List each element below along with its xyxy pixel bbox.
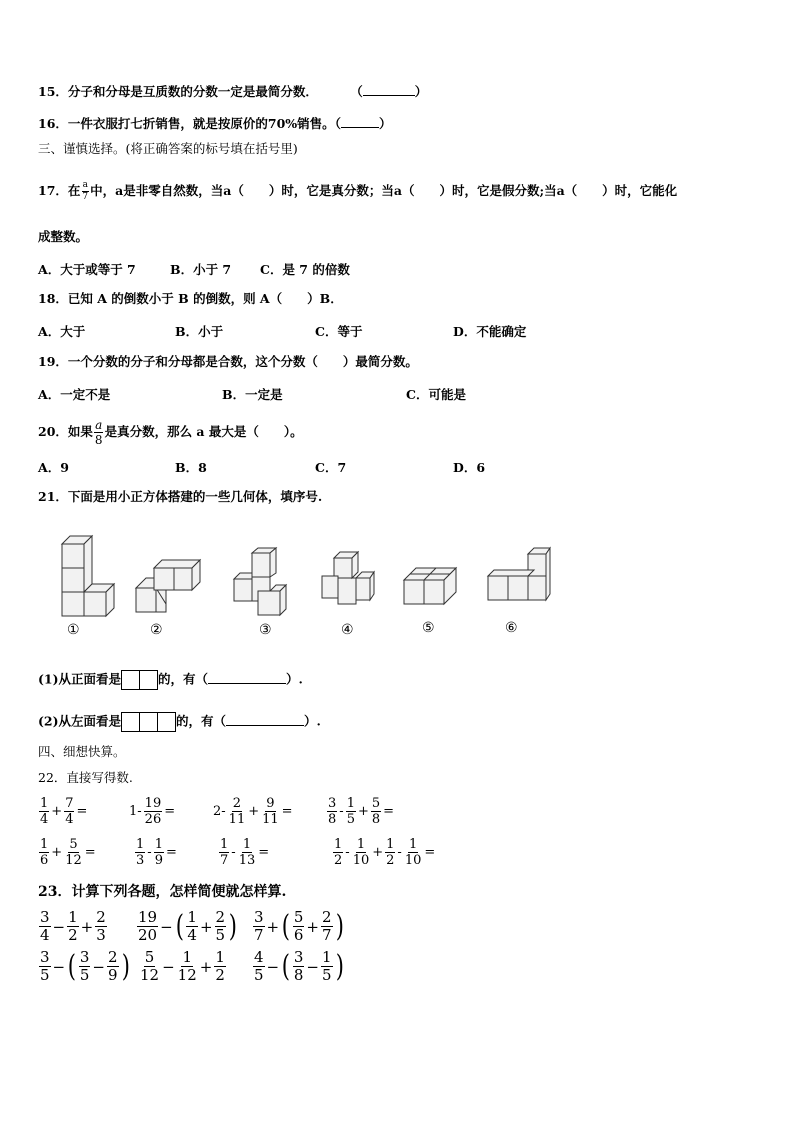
- fraction-numerator: 5: [371, 796, 381, 811]
- q21-line: [38, 489, 322, 505]
- fraction-denominator: 7: [321, 926, 332, 944]
- q19-number: 19．: [38, 354, 68, 369]
- operator: =: [281, 804, 293, 819]
- q19-text: 一个分数的分子和分母都是合数，这个分数（ ）最简分数。: [67, 354, 418, 369]
- cube-figure-3: [228, 545, 298, 620]
- fraction: [139, 950, 160, 983]
- fraction-numerator: 1: [40, 837, 49, 852]
- q20-option-c[interactable]: C．7: [315, 460, 347, 475]
- fraction: [333, 838, 343, 867]
- fraction-denominator: 13: [238, 853, 256, 868]
- operator: +: [372, 845, 384, 860]
- fraction-denominator: 4: [187, 926, 197, 944]
- q20-option-d[interactable]: D．6: [453, 460, 486, 475]
- fraction: [346, 797, 356, 826]
- figure-label-3: ③: [259, 622, 272, 638]
- fraction-denominator: 9: [154, 853, 163, 868]
- fraction-numerator: 7: [65, 796, 74, 811]
- q22-expr-1-2: [128, 797, 176, 826]
- fraction-numerator: 1: [346, 796, 355, 811]
- fraction-denominator: 5: [346, 812, 355, 827]
- fraction-denominator: 6: [293, 926, 304, 944]
- fraction: [293, 910, 305, 943]
- q21-sub1: [38, 670, 303, 690]
- operator: =: [76, 804, 88, 819]
- fraction-numerator: 3: [293, 948, 304, 966]
- q15-answer-blank[interactable]: [363, 83, 415, 96]
- fraction-denominator: 7: [220, 853, 229, 868]
- fraction-numerator: 1: [321, 948, 332, 966]
- fraction-numerator: 19: [138, 908, 158, 926]
- q23-expr-1-1: [38, 910, 108, 943]
- fraction: [67, 910, 79, 943]
- q22-expr-1-3: [212, 797, 294, 826]
- parenthesis: ): [335, 948, 344, 984]
- q15-paren-close: ）: [414, 84, 428, 99]
- parenthesis: (: [281, 948, 291, 984]
- q23-expr-2-1: [38, 950, 131, 983]
- cube-figure-4: [318, 548, 378, 613]
- fraction-numerator: 1: [154, 837, 163, 852]
- q23-line: [38, 884, 286, 900]
- operator: −: [52, 917, 66, 936]
- q17-pre: 在: [67, 183, 81, 198]
- fraction-numerator: 4: [254, 948, 264, 966]
- fraction-numerator: 19: [144, 796, 162, 811]
- fraction-denominator: 5: [79, 966, 90, 984]
- fraction: [64, 838, 83, 867]
- q23-expr-1-3: [252, 910, 345, 943]
- parenthesis: ): [228, 908, 238, 944]
- operator: =: [383, 804, 395, 819]
- q19-line: [38, 354, 418, 370]
- q17-text: 中，a是非零自然数，当a（ ）时，它是真分数；当a（ ）时，它是假分数;当a（ ）时，它能化: [90, 183, 678, 198]
- fraction-denominator: 10: [352, 853, 370, 868]
- fraction-numerator: 3: [79, 948, 90, 966]
- fraction-denominator: 2: [334, 853, 343, 868]
- fraction-numerator: 1: [215, 948, 225, 966]
- q18-option-d[interactable]: D．不能确定: [453, 324, 527, 339]
- fraction-denominator: 8: [371, 812, 381, 827]
- operator: +: [199, 917, 213, 936]
- fraction-denominator: 26: [144, 812, 162, 827]
- operator: +: [306, 917, 319, 936]
- fraction: [39, 797, 49, 826]
- q21-sub1-post: 的，有（: [158, 671, 209, 687]
- fraction: [327, 797, 337, 826]
- fraction-denominator: 4: [40, 812, 49, 827]
- operator: -: [339, 804, 344, 819]
- fraction-denominator: 2: [215, 966, 225, 984]
- parenthesis: ): [335, 908, 344, 944]
- q23-text: 计算下列各题，怎样简便就怎样算.: [71, 884, 287, 900]
- q21-sub1-end: ）.: [286, 671, 303, 687]
- q18-line: [38, 291, 343, 307]
- operator: =: [84, 845, 96, 860]
- fraction: [186, 910, 198, 943]
- q17-line: [38, 181, 677, 202]
- fraction-denominator: 12: [177, 966, 197, 984]
- fraction: [107, 950, 119, 983]
- figure-label-2: ②: [150, 622, 163, 638]
- operator: −: [160, 917, 173, 936]
- q16-line: [38, 115, 391, 132]
- fraction-denominator: 7: [254, 926, 264, 944]
- q22-expr-1-1: [38, 797, 88, 826]
- fraction: [154, 838, 164, 867]
- fraction-numerator: 2: [215, 908, 226, 926]
- operator: -: [345, 845, 350, 860]
- q15-text: 分子和分母是互质数的分数一定是最简分数．: [67, 84, 318, 99]
- operator: +: [199, 957, 213, 976]
- q22-expr-1-4: [326, 797, 395, 826]
- fraction-numerator: 1: [136, 837, 145, 852]
- operator: =: [164, 804, 176, 819]
- q21-sub2-end: ）.: [304, 713, 321, 729]
- fraction-denominator: 12: [65, 853, 82, 868]
- fraction: [39, 838, 49, 867]
- fraction-numerator: 1: [242, 837, 252, 852]
- fraction-denominator: 11: [228, 812, 246, 827]
- q21-text: 下面是用小正方体搭建的一些几何体，填序号.: [67, 489, 323, 504]
- fraction-numerator: 9: [266, 796, 275, 811]
- q15-line: [38, 83, 427, 100]
- figure-label-4: ④: [341, 622, 354, 638]
- operator: +: [248, 804, 260, 819]
- fraction-numerator: 1: [334, 837, 343, 852]
- q20-line: [38, 419, 303, 446]
- fraction-denominator: 4: [65, 812, 74, 827]
- q23-expr-2-3: [252, 950, 345, 983]
- fraction: [371, 797, 381, 826]
- figure-label-5: ⑤: [422, 620, 435, 636]
- q18-option-a[interactable]: A．大于: [38, 324, 86, 339]
- q17-option-b[interactable]: B．小于 7: [170, 262, 232, 277]
- q20-frac-num: a: [95, 418, 103, 432]
- q23-expr-2-2: [138, 950, 227, 983]
- q21-sub2-post: 的，有（: [176, 713, 227, 729]
- cube-figure-2: [132, 552, 202, 622]
- q17-number: 17．: [38, 183, 68, 198]
- operator: +: [51, 845, 63, 860]
- fraction-numerator: 1: [408, 837, 418, 852]
- fraction-numerator: 1: [187, 908, 197, 926]
- fraction-numerator: 5: [293, 908, 304, 926]
- operator: −: [162, 957, 175, 976]
- parenthesis: (: [281, 908, 291, 944]
- fraction-denominator: 8: [293, 966, 304, 984]
- fraction: [79, 950, 91, 983]
- q20-frac-den: 8: [94, 433, 103, 447]
- operator: −: [266, 957, 280, 976]
- fraction: [215, 910, 227, 943]
- q20-pre: 如果: [67, 424, 93, 439]
- q23-expr-1-2: [136, 910, 239, 943]
- operator: -: [147, 845, 152, 860]
- fraction-denominator: 2: [68, 926, 78, 944]
- parenthesis: (: [67, 948, 77, 984]
- operator: =: [424, 845, 436, 860]
- q22-expr-2-1: [38, 838, 97, 867]
- fraction-numerator: 3: [40, 948, 50, 966]
- q22-expr-2-3: [218, 838, 270, 867]
- section-4-heading: 四、细想快算。: [38, 744, 126, 759]
- fraction-denominator: 5: [40, 966, 50, 984]
- fraction-numerator: 1: [220, 837, 229, 852]
- fraction-denominator: 5: [215, 926, 226, 944]
- q17-option-a[interactable]: A．大于或等于 7: [38, 262, 136, 277]
- fraction-numerator: 3: [254, 908, 264, 926]
- fraction: [219, 838, 229, 867]
- q15-paren-open: （: [350, 84, 363, 99]
- q18-number: 18．: [38, 291, 68, 306]
- fraction: [385, 838, 395, 867]
- fraction: [39, 950, 51, 983]
- operator: =: [165, 845, 177, 860]
- q19-option-c[interactable]: C．可能是: [406, 387, 466, 402]
- q23-number: 23．: [38, 884, 72, 900]
- fraction: [261, 797, 280, 826]
- q21-sub2: [38, 712, 321, 732]
- q18-option-b[interactable]: B．小于: [175, 324, 224, 339]
- q17-fraction: [81, 181, 89, 202]
- q16-paren-open: （: [334, 116, 341, 131]
- fraction-denominator: 9: [107, 966, 118, 984]
- q17-option-c[interactable]: C．是 7 的倍数: [260, 262, 350, 277]
- fraction: [64, 797, 74, 826]
- fraction: [137, 910, 158, 943]
- q20-fraction: [94, 419, 104, 446]
- q19-option-b[interactable]: B．一定是: [222, 387, 283, 402]
- section-3-heading: 三、谨慎选择。(将正确答案的标号填在括号里): [38, 141, 298, 156]
- operator: −: [306, 957, 319, 976]
- operator: -: [397, 845, 402, 860]
- fraction-denominator: 6: [40, 853, 49, 868]
- fraction-numerator: 1: [182, 948, 192, 966]
- q15-number: 15．: [38, 84, 68, 99]
- fraction-numerator: 3: [328, 796, 337, 811]
- fraction: [228, 797, 247, 826]
- q17-frac-num: a: [82, 180, 88, 190]
- q20-post: 是真分数，那么 a 最大是（ ）。: [104, 424, 303, 439]
- fraction: [39, 910, 51, 943]
- q20-number: 20．: [38, 424, 68, 439]
- cube-figure-6: [486, 540, 552, 605]
- q16-number: 16．: [38, 116, 68, 131]
- fraction-denominator: 2: [386, 853, 395, 868]
- fraction-numerator: 2: [96, 908, 106, 926]
- cube-figure-1: [56, 530, 126, 620]
- fraction-numerator: 3: [40, 908, 50, 926]
- fraction: [177, 950, 198, 983]
- q21-sub2-blank[interactable]: [226, 713, 304, 726]
- fraction-denominator: 4: [40, 926, 50, 944]
- fraction-numerator: 1: [40, 796, 49, 811]
- fraction-denominator: 5: [254, 966, 264, 984]
- q22-text: 直接写得数.: [66, 770, 133, 785]
- q21-sub1-pre: (1)从正面看是: [38, 671, 122, 687]
- operator: −: [52, 957, 66, 976]
- two-square-view-icon: [121, 670, 158, 690]
- q16-answer-blank[interactable]: [341, 115, 379, 128]
- q21-sub2-pre: (2)从左面看是: [38, 713, 122, 729]
- fraction-numerator: 1: [68, 908, 78, 926]
- fraction-numerator: 1: [356, 837, 366, 852]
- q18-text: 已知 A 的倒数小于 B 的倒数，则 A（ ）B．: [67, 291, 343, 306]
- operator: -: [231, 845, 236, 860]
- fraction: [135, 838, 145, 867]
- fraction: [95, 910, 107, 943]
- fraction: [352, 838, 371, 867]
- cube-figure-5: [402, 558, 462, 613]
- operator: +: [80, 917, 94, 936]
- fraction-denominator: 10: [404, 853, 422, 868]
- operator: 2-: [213, 804, 226, 819]
- q22-expr-2-2: [134, 838, 178, 867]
- fraction-numerator: 1: [386, 837, 395, 852]
- q16-text: 一件衣服打七折销售，就是按原价的70%销售。: [67, 116, 335, 131]
- fraction-denominator: 5: [321, 966, 332, 984]
- q20-option-b[interactable]: B．8: [175, 460, 207, 475]
- fraction: [253, 950, 265, 983]
- fraction: [253, 910, 265, 943]
- fraction-denominator: 3: [136, 853, 145, 868]
- q19-option-a[interactable]: A．一定不是: [38, 387, 111, 402]
- operator: +: [266, 917, 280, 936]
- q16-paren-close: ）: [378, 116, 392, 131]
- fraction-numerator: 2: [107, 948, 118, 966]
- fraction-numerator: 2: [321, 908, 332, 926]
- fraction-numerator: 5: [144, 948, 155, 966]
- operator: =: [258, 845, 270, 860]
- q18-option-c[interactable]: C．等于: [315, 324, 363, 339]
- fraction: [214, 950, 226, 983]
- fraction: [238, 838, 257, 867]
- fraction: [144, 797, 163, 826]
- fraction: [293, 950, 305, 983]
- fraction-numerator: 2: [232, 796, 242, 811]
- parenthesis: (: [175, 908, 184, 944]
- q17-frac-den: 7: [82, 192, 89, 202]
- fraction-denominator: 8: [328, 812, 337, 827]
- fraction-denominator: 11: [262, 812, 279, 827]
- figure-label-6: ⑥: [505, 620, 518, 636]
- fraction-denominator: 20: [138, 926, 158, 944]
- q20-option-a[interactable]: A．9: [38, 460, 69, 475]
- fraction-denominator: 3: [96, 926, 106, 944]
- fraction: [321, 950, 333, 983]
- q17-line2: 成整数。: [38, 229, 89, 244]
- q22-line: [38, 770, 133, 786]
- fraction: [321, 910, 333, 943]
- operator: +: [51, 804, 63, 819]
- operator: 1-: [129, 804, 142, 819]
- fraction: [404, 838, 423, 867]
- q22-expr-2-4: [332, 838, 436, 867]
- three-square-view-icon: [121, 712, 176, 732]
- q21-sub1-blank[interactable]: [208, 671, 286, 684]
- fraction-numerator: 5: [69, 837, 78, 852]
- fraction-denominator: 12: [140, 966, 160, 984]
- q22-number: 22．: [38, 770, 67, 785]
- q21-number: 21．: [38, 489, 68, 504]
- operator: +: [357, 804, 369, 819]
- operator: −: [92, 957, 105, 976]
- parenthesis: ): [121, 948, 130, 984]
- figure-label-1: ①: [67, 622, 80, 638]
